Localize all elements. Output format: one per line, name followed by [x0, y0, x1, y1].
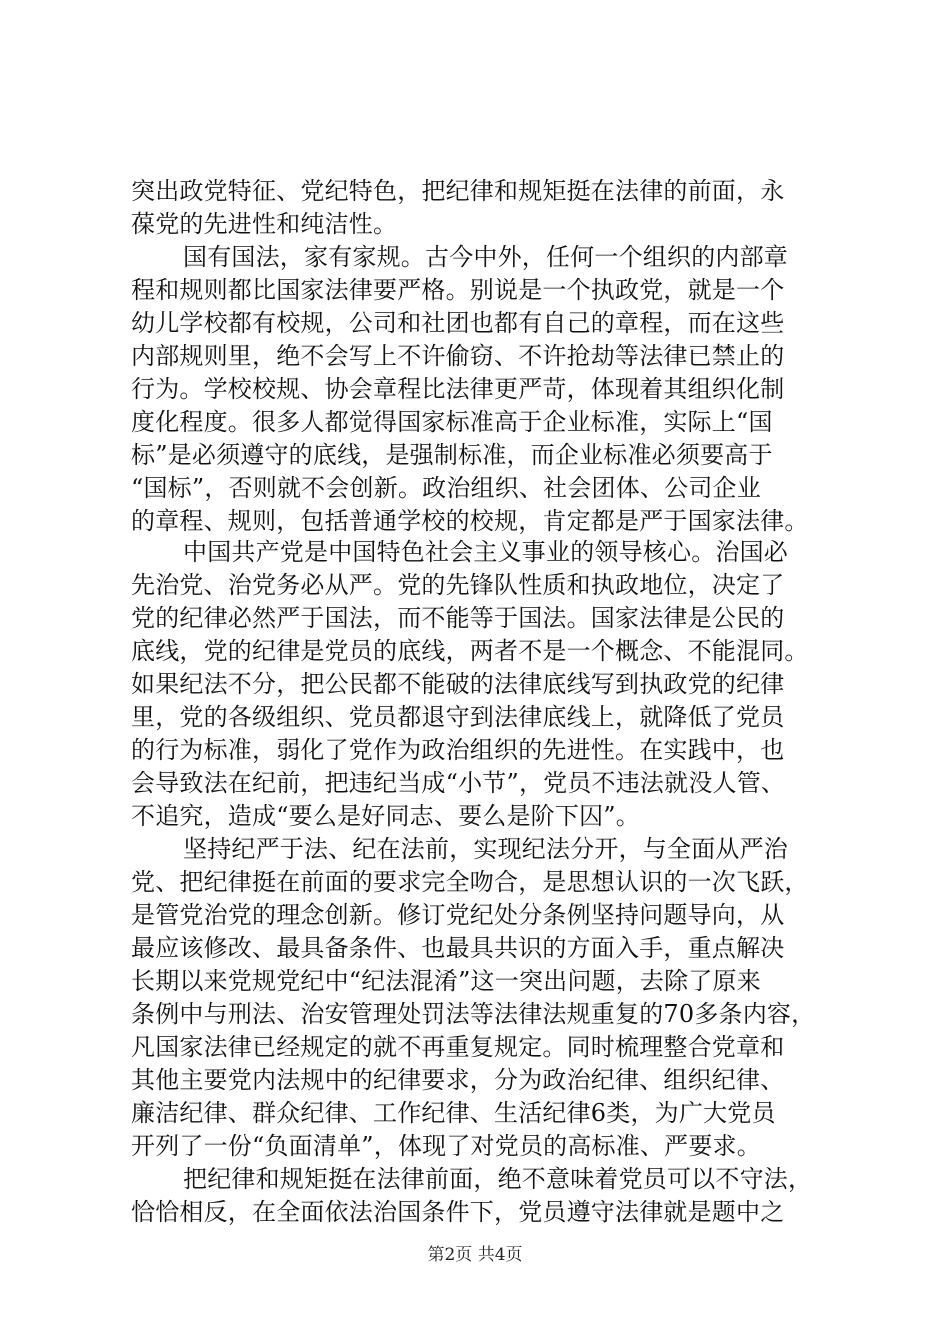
text-line: 里，党的各级组织、党员都退守到法律底线上，就降低了党员	[131, 703, 785, 731]
text-line: 内部规则里，绝不会写上不许偷窃、不许抢劫等法律已禁止的	[131, 342, 785, 370]
text-line: 党的纪律必然严于国法，而不能等于国法。国家法律是公民的	[131, 604, 785, 632]
text-line: 行为。学校校规、协会章程比法律更严苛，体现着其组织化制	[131, 375, 785, 403]
text-line: 恰恰相反，在全面依法治国条件下，党员遵守法律就是题中之	[131, 1198, 785, 1226]
text-line: 党、把纪律挺在前面的要求完全吻合，是思想认识的一次飞跃，	[131, 868, 809, 896]
text-line: “国标”，否则就不会创新。政治组织、社会团体、公司企业	[131, 474, 761, 502]
text-line: 程和规则都比国家法律要严格。别说是一个执政党，就是一个	[131, 276, 785, 304]
paragraph-start-line: 国有国法，家有家规。古今中外，任何一个组织的内部章	[183, 243, 788, 271]
text-line: 廉洁纪律、群众纪律、工作纪律、生活纪律6类，为广大党员	[131, 1099, 776, 1127]
text-line: 标”是必须遵守的底线，是强制标准，而企业标准必须要高于	[131, 441, 773, 469]
text-line: 如果纪法不分，把公民都不能破的法律底线写到执政党的纪律	[131, 670, 785, 698]
text-line: 会导致法在纪前，把违纪当成“小节”，党员不违法就没人管、	[131, 769, 786, 797]
text-line: 凡国家法律已经规定的就不再重复规定。同时梳理整合党章和	[131, 1033, 785, 1061]
text-line: 的章程、规则，包括普通学校的校规，肯定都是严于国家法律。	[131, 507, 809, 535]
paragraph-start-line: 中国共产党是中国特色社会主义事业的领导核心。治国必	[183, 538, 788, 566]
text-line: 长期以来党规党纪中“纪法混淆”这一突出问题，去除了原来	[131, 967, 761, 995]
text-line: 底线，党的纪律是党员的底线，两者不是一个概念、不能混同。	[131, 637, 809, 665]
paragraph-start-line: 坚持纪严于法、纪在法前，实现纪法分开，与全面从严治	[183, 835, 788, 863]
text-line: 开列了一份“负面清单”，体现了对党员的高标准、严要求。	[131, 1132, 761, 1160]
page-number-label: 第2页 共4页	[427, 1245, 523, 1265]
text-line: 先治党、治党务必从严。党的先锋队性质和执政地位，决定了	[131, 571, 785, 599]
text-line: 的行为标准，弱化了党作为政治组织的先进性。在实践中，也	[131, 736, 785, 764]
page-footer	[0, 1244, 950, 1266]
text-line: 突出政党特征、党纪特色，把纪律和规矩挺在法律的前面，永	[131, 177, 785, 205]
text-line: 其他主要党内法规中的纪律要求，分为政治纪律、组织纪律、	[131, 1066, 785, 1094]
text-section-2	[131, 536, 831, 1229]
text-line: 不追究，造成“要么是好同志、要么是阶下囚”。	[131, 802, 640, 830]
text-line: 是管党治党的理念创新。修订党纪处分条例坚持问题导向，从	[131, 901, 785, 929]
text-line: 条例中与刑法、治安管理处罚法等法律法规重复的70多条内容，	[131, 1000, 816, 1028]
paragraph-start-line: 把纪律和规矩挺在法律前面，绝不意味着党员可以不守法，	[183, 1165, 813, 1193]
text-line: 幼儿学校都有校规，公司和社团也都有自己的章程，而在这些	[131, 309, 785, 337]
text-line: 葆党的先进性和纯洁性。	[131, 210, 398, 238]
text-line: 最应该修改、最具备条件、也最具共识的方面入手，重点解决	[131, 934, 785, 962]
text-section-1	[131, 175, 831, 538]
text-line: 度化程度。很多人都觉得国家标准高于企业标准，实际上“国	[131, 408, 773, 436]
